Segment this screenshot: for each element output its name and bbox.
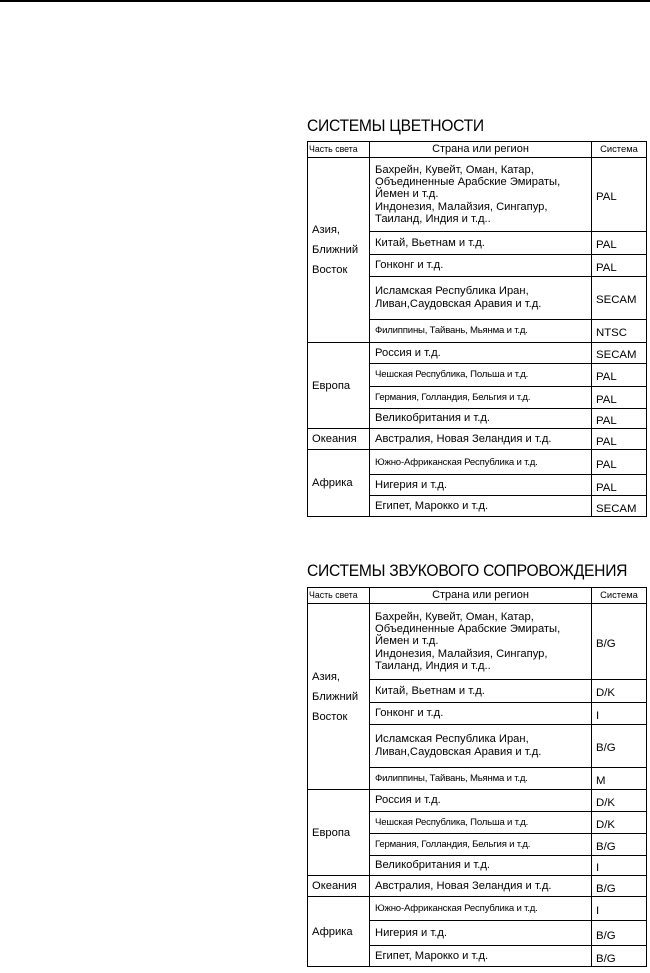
system-cell: NTSC: [592, 320, 647, 343]
system-cell: PAL: [592, 387, 647, 409]
country-cell: Германия, Голландия, Бельгия и т.д.: [370, 834, 592, 856]
color-section-title: СИСТЕМЫ ЦВЕТНОСТИ: [307, 116, 484, 135]
system-cell: PAL: [592, 232, 647, 255]
country-cell: Бахрейн, Кувейт, Оман, Катар, Объединенные Арабские Эмираты, Йемен и т.д. Индонезия, Малайзия, Сингапур, Таиланд, Индия и т.д..: [370, 158, 592, 232]
sound-systems-table: [307, 587, 647, 967]
table-row: [308, 429, 647, 450]
table-row: [308, 450, 647, 475]
country-cell: Нигерия и т.д.: [370, 475, 592, 496]
system-cell: B/G: [592, 921, 647, 946]
system-cell: D/K: [592, 680, 647, 703]
header-country: Страна или регион: [370, 142, 592, 158]
system-cell: I: [592, 703, 647, 725]
system-cell: M: [592, 768, 647, 790]
country-cell: Австралия, Новая Зеландия и т.д.: [370, 876, 592, 897]
country-cell: Филиппины, Тайвань, Мьянма и т.д.: [370, 320, 592, 343]
system-cell: I: [592, 856, 647, 876]
system-cell: PAL: [592, 158, 647, 232]
country-cell: Бахрейн, Кувейт, Оман, Катар, Объединенные Арабские Эмираты, Йемен и т.д. Индонезия, Малайзия, Сингапур, Таиланд, Индия и т.д..: [370, 604, 592, 680]
header-system: Система: [592, 588, 647, 604]
color-systems-table: [307, 141, 647, 517]
table-row: [308, 790, 647, 812]
country-cell: Гонконг и т.д.: [370, 703, 592, 725]
header-system: Система: [592, 142, 647, 158]
system-cell: B/G: [592, 834, 647, 856]
country-cell: Исламская Республика Иран, Ливан,Саудовская Аравия и т.д.: [370, 725, 592, 768]
region-cell: Азия, Ближний Восток: [308, 158, 370, 343]
region-cell: Европа: [308, 790, 370, 876]
table-row: [308, 876, 647, 897]
country-cell: Южно-Африканская Республика и т.д.: [370, 897, 592, 921]
system-cell: SECAM: [592, 496, 647, 517]
country-cell: Исламская Республика Иран, Ливан,Саудовская Аравия и т.д.: [370, 277, 592, 320]
system-cell: PAL: [592, 364, 647, 387]
system-cell: PAL: [592, 429, 647, 450]
system-cell: B/G: [592, 725, 647, 768]
table-row: [308, 897, 647, 921]
region-cell: Океания: [308, 429, 370, 450]
country-cell: Филиппины, Тайвань, Мьянма и т.д.: [370, 768, 592, 790]
system-cell: PAL: [592, 475, 647, 496]
country-cell: Египет, Марокко и т.д.: [370, 496, 592, 517]
region-cell: Африка: [308, 897, 370, 967]
country-cell: Китай, Вьетнам и т.д.: [370, 680, 592, 703]
system-cell: D/K: [592, 812, 647, 834]
region-cell: Океания: [308, 876, 370, 897]
country-cell: Россия и т.д.: [370, 790, 592, 812]
top-rule: [0, 0, 650, 2]
region-cell: Европа: [308, 343, 370, 429]
header-part: Часть света: [308, 142, 370, 158]
system-cell: D/K: [592, 790, 647, 812]
system-cell: SECAM: [592, 277, 647, 320]
country-cell: Египет, Марокко и т.д.: [370, 946, 592, 967]
country-cell: Чешская Республика, Польша и т.д.: [370, 812, 592, 834]
country-cell: Китай, Вьетнам и т.д.: [370, 232, 592, 255]
country-cell: Германия, Голландия, Бельгия и т.д.: [370, 387, 592, 409]
country-cell: Великобритания и т.д.: [370, 409, 592, 429]
table-row: [308, 604, 647, 680]
country-cell: Россия и т.д.: [370, 343, 592, 364]
header-part: Часть света: [308, 588, 370, 604]
table-row: [308, 343, 647, 364]
system-cell: PAL: [592, 255, 647, 277]
system-cell: B/G: [592, 946, 647, 967]
country-cell: Великобритания и т.д.: [370, 856, 592, 876]
region-cell: Африка: [308, 450, 370, 517]
country-cell: Австралия, Новая Зеландия и т.д.: [370, 429, 592, 450]
system-cell: SECAM: [592, 343, 647, 364]
region-cell: Азия, Ближний Восток: [308, 604, 370, 790]
system-cell: PAL: [592, 450, 647, 475]
table-row: [308, 158, 647, 232]
system-cell: I: [592, 897, 647, 921]
header-country: Страна или регион: [370, 588, 592, 604]
system-cell: PAL: [592, 409, 647, 429]
country-cell: Южно-Африканская Республика и т.д.: [370, 450, 592, 475]
country-cell: Нигерия и т.д.: [370, 921, 592, 946]
system-cell: B/G: [592, 604, 647, 680]
sound-section-title: СИСТЕМЫ ЗВУКОВОГО СОПРОВОЖДЕНИЯ: [307, 561, 628, 580]
system-cell: B/G: [592, 876, 647, 897]
country-cell: Чешская Республика, Польша и т.д.: [370, 364, 592, 387]
country-cell: Гонконг и т.д.: [370, 255, 592, 277]
